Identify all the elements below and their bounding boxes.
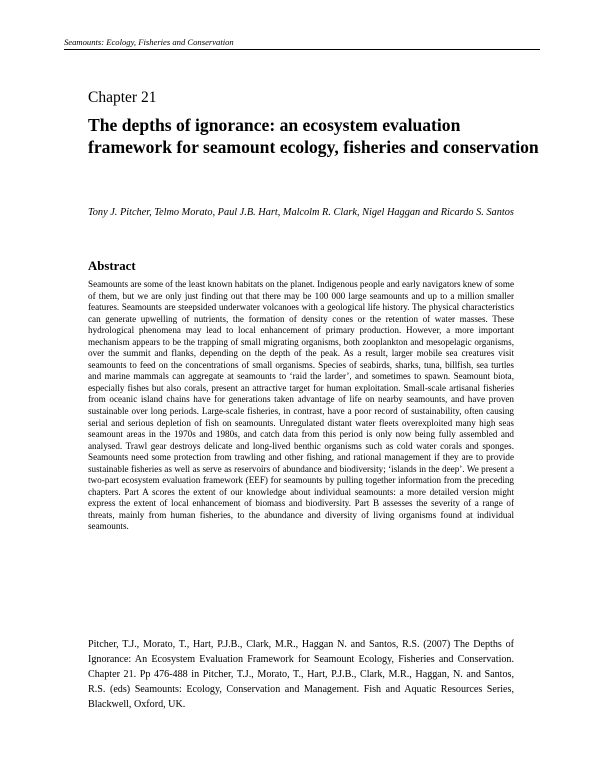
chapter-title: The depths of ignorance: an ecosystem evaluation framework for seamount ecology, fisheries and conservation [88,115,539,157]
running-header: Seamounts: Ecology, Fisheries and Conservation [64,37,540,50]
chapter-label: Chapter 21 [88,89,157,106]
abstract-heading: Abstract [88,259,136,273]
authors: Tony J. Pitcher, Telmo Morato, Paul J.B. Hart, Malcolm R. Clark, Nigel Haggan and Ricardo S. Santos [88,207,514,218]
abstract-body: Seamounts are some of the least known habitats on the planet. Indigenous people and early navigators knew of some of them, but we are only just finding out that there may be 100 000 large seamounts and up to a million smaller features. Seamounts are steepsided underwater volcanoes with a geological life history. The physical characteristics can generate upwelling of nutrients, the formation of density cones or the retention of water masses. These hydrological phenomena may lead to local enhancement of primary production. However, a more important mechanism appears to be the trapping of small migrating organisms, both zooplankton and mesopelagic organisms, over the summit and flanks, depending on the depth of the peak. As a result, larger mobile sea creatures visit seamounts to feed on the concentrations of small organisms. Species of seabirds, sharks, tuna, billfish, sea turtles and marine mammals can aggregate at seamounts to ‘raid the larder’, and sometimes to spawn. Seamount biota, especially fishes but also corals, present an attractive target for human exploitation. Small-scale artisanal fisheries from oceanic island chains have for generations taken advantage of life on nearby seamounts, and have proven sustainable over long periods. Large-scale fisheries, in contrast, have a poor record of sustainability, often causing serial and serious depletion of fish on seamounts. Unregulated distant water fleets overexploited many high seas seamount areas in the 1970s and 1980s, and catch data from this period is only now being fully assembled and analysed. Trawl gear destroys delicate and long-lived benthic organisms such as cold water corals and sponges. Seamounts need some protection from trawling and other fishing, and rational management if they are to provide sustainable fisheries as well as serve as reservoirs of abundance and biodiversity; ‘islands in the deep’. We present a two-part ecosystem evaluation framework (EEF) for seamounts by pulling together information from the preceding chapters. Part A scores the extent of our knowledge about individual seamounts: a more detailed version might express the extent of local enhancement of biomass and biodiversity. Part B assesses the severity of a range of threats, mainly from human fisheries, to the abundance and diversity of living organisms found at individual seamounts. [88,279,514,532]
citation: Pitcher, T.J., Morato, T., Hart, P.J.B., Clark, M.R., Haggan N. and Santos, R.S. (2007) The Depths of Ignorance: An Ecosystem Evaluation Framework for Seamount Ecology, Fisheries and Conservation. Chapter 21. Pp 476-488 in Pitcher, T.J., Morato, T., Hart, P.J.B., Clark, M.R., Haggan, N. and Santos, R.S. (eds) Seamounts: Ecology, Conservation and Management. Fish and Aquatic Resources Series, Blackwell, Oxford, UK. [88,639,514,711]
